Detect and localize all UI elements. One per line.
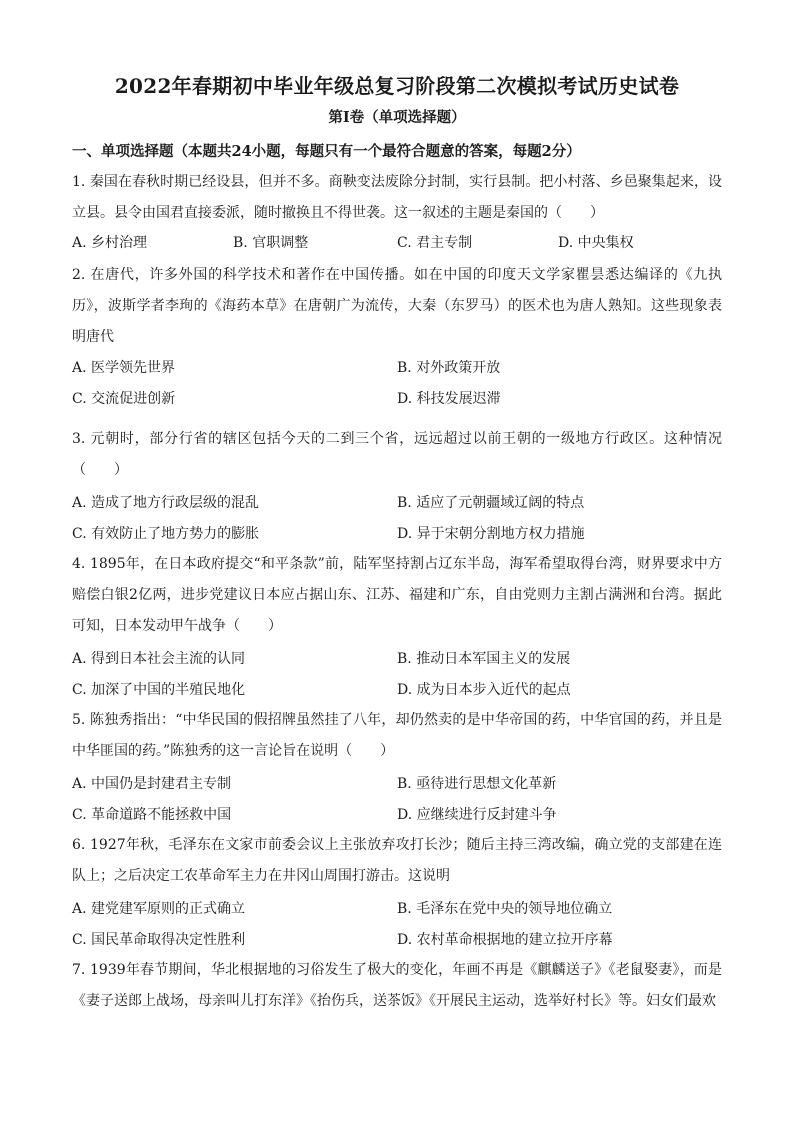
part-heading: 第Ⅰ卷（单项选择题） [328, 109, 466, 126]
question-1-text: 1. 秦国在春秋时期已经设县，但并不多。商鞅变法废除分封制，实行县制。把小村落、乡邑聚集起来，设立县。县令由国君直接委派，随时撤换且不得世袭。这一叙述的主题是秦国的（ ） [72, 174, 722, 221]
question-1-option-c: C. 君主专制 [397, 235, 473, 251]
section-heading: 一、单项选择题（本题共24小题，每题只有一个最符合题意的答案，每题2分） [72, 143, 581, 160]
question-6-option-b: B. 毛泽东在党中央的领导地位确立 [397, 901, 613, 917]
question-4-option-d: D. 成为日本步入近代的起点 [397, 682, 571, 698]
question-3-option-d: D. 异于宋朝分割地方权力措施 [397, 526, 585, 542]
question-2-option-d: D. 科技发展迟滞 [397, 391, 501, 407]
question-6-option-d: D. 农村革命根据地的建立拉开序幕 [397, 932, 613, 948]
question-1-option-b: B. 官职调整 [233, 235, 309, 251]
exam-title: 2022年春期初中毕业年级总复习阶段第二次模拟考试历史试卷 [114, 74, 680, 98]
question-1-option-a: A. 乡村治理 [72, 235, 148, 251]
question-6-text: 6. 1927年秋，毛泽东在文家市前委会议上主张放弃攻打长沙；随后主持三湾改编，确立党的支部建在连队上；之后决定工农革命军主力在井冈山周围打游击。这说明 [72, 837, 722, 884]
question-6-option-c: C. 国民革命取得决定性胜利 [72, 932, 246, 948]
question-5-text: 5. 陈独秀指出：“中华民国的假招牌虽然挂了八年，却仍然卖的是中华帝国的药，中华官国的药，并且是中华匪国的药。”陈独秀的这一言论旨在说明（ ） [72, 712, 722, 759]
question-5-option-b: B. 亟待进行思想文化革新 [397, 776, 557, 792]
question-7-text: 7. 1939年春节期间，华北根据地的习俗发生了极大的变化，年画不再是《麒麟送子》《老鼠娶妻》，而是《妻子送郎上战场，母亲叫儿打东洋》《抬伤兵，送茶饭》《开展民主运动，选举好村长》等。妇女们最欢 [72, 962, 722, 1009]
question-5-option-c: C. 革命道路不能拯救中国 [72, 807, 232, 823]
question-3-option-b: B. 适应了元朝疆域辽阔的特点 [397, 495, 585, 511]
question-6-option-a: A. 建党建军原则的正式确立 [72, 901, 246, 917]
question-2-text: 2. 在唐代，许多外国的科学技术和著作在中国传播。如在中国的印度天文学家瞿昙悉达编译的《九执历》，波斯学者李珣的《海药本草》在唐朝广为流传，大秦（东罗马）的医术也为唐人熟知。这些现象表明唐代 [72, 267, 722, 345]
question-3-option-c: C. 有效防止了地方势力的膨胀 [72, 526, 260, 542]
question-2-option-a: A. 医学领先世界 [72, 360, 176, 376]
question-2-option-c: C. 交流促进创新 [72, 391, 176, 407]
question-1-option-d: D. 中央集权 [558, 235, 634, 251]
question-5-option-d: D. 应继续进行反封建斗争 [397, 807, 557, 823]
question-4-option-b: B. 推动日本军国主义的发展 [397, 651, 571, 667]
question-3-option-a: A. 造成了地方行政层级的混乱 [72, 495, 260, 511]
question-4-option-c: C. 加深了中国的半殖民地化 [72, 682, 246, 698]
question-4-text: 4. 1895年，在日本政府提交“和平条款”前，陆军坚持割占辽东半岛，海军希望取得台湾，财界要求中方赔偿白银2亿两，进步党建议日本应占据山东、江苏、福建和广东，自由党则力主割占满洲和台湾。据此可知，日本发动甲午战争（ ） [72, 556, 722, 634]
question-3-text: 3. 元朝时，部分行省的辖区包括今天的二到三个省，远远超过以前王朝的一级地方行政区。这种情况（ ） [72, 431, 722, 478]
question-2-option-b: B. 对外政策开放 [397, 360, 501, 376]
question-5-option-a: A. 中国仍是封建君主专制 [72, 776, 232, 792]
question-4-option-a: A. 得到日本社会主流的认同 [72, 651, 246, 667]
